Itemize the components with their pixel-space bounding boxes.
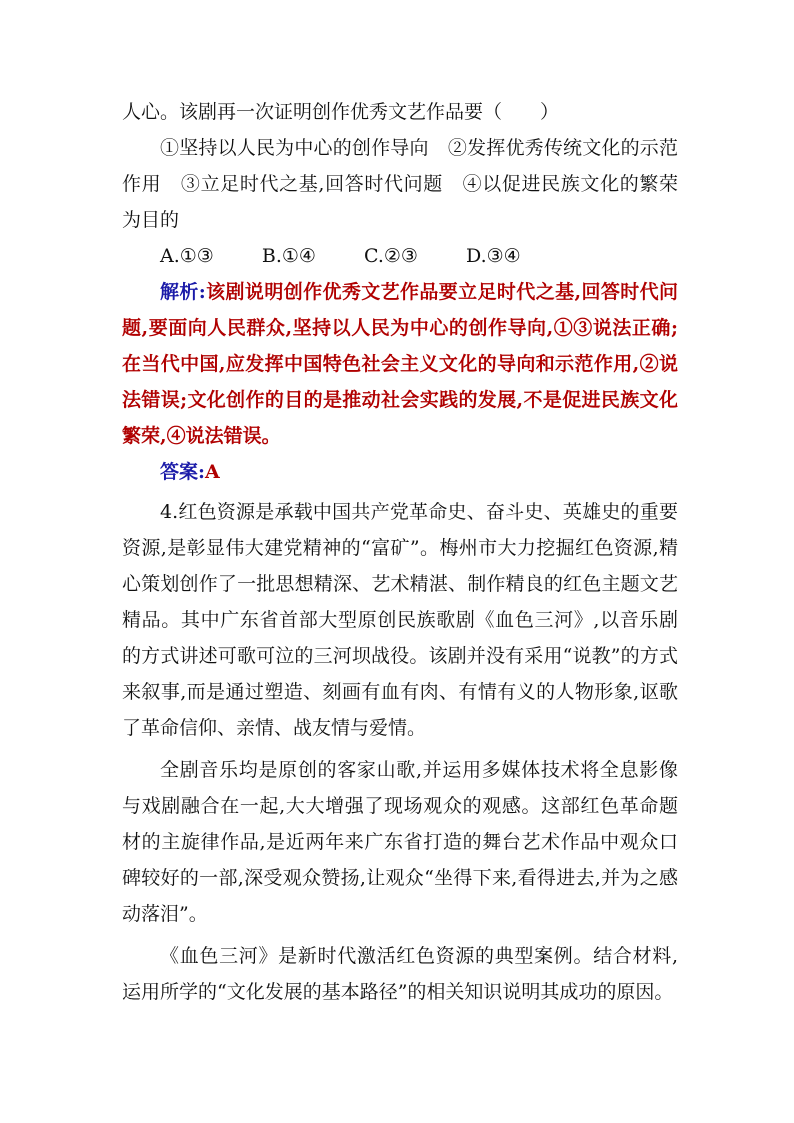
- option-a: A.①③: [160, 245, 214, 267]
- question-3-analysis: [122, 274, 678, 454]
- question-4-material-paragraph-1: 4.红色资源是承载中国共产党革命史、奋斗史、英雄史的重要资源,是彰显伟大建党精神的“富矿”。梅州市大力挖掘红色资源,精心策划创作了一批思想精深、艺术精湛、制作精良的红色主题文艺精品。其中广东省首部大型原创民族歌剧《血色三河》,以音乐剧的方式讲述可歌可泣的三河坝战役。该剧并没有采用“说教”的方式来叙事,而是通过塑造、刻画有血有肉、有情有义的人物形象,讴歌了革命信仰、亲情、战友情与爱情。: [122, 501, 678, 739]
- question-3-statements: ①坚持以人民为中心的创作导向 ②发挥优秀传统文化的示范作用 ③立足时代之基,回答时代问题 ④以促进民族文化的繁荣为目的: [122, 137, 678, 231]
- analysis-label: 解析:: [160, 281, 206, 303]
- analysis-text: 该剧说明创作优秀文艺作品要立足时代之基,回答时代问题,要面向人民群众,坚持以人民为中心的创作导向,①③说法正确;在当代中国,应发挥中国特色社会主义文化的导向和示范作用,②说法错误;文化创作的目的是推动社会实践的发展,不是促进民族文化繁荣,④说法错误。: [122, 281, 678, 447]
- document-page: [122, 94, 678, 1010]
- question-3-stem-close: ）: [540, 101, 560, 123]
- option-d: D.③④: [466, 245, 521, 267]
- option-b: B.①④: [261, 245, 316, 267]
- question-3-stem-text: 人心。该剧再一次证明创作优秀文艺作品要（: [122, 101, 503, 123]
- option-c: C.②③: [364, 245, 418, 267]
- answer-value: A: [205, 461, 220, 483]
- question-3-stem: [122, 94, 678, 130]
- question-4-material-paragraph-2: 全剧音乐均是原创的客家山歌,并运用多媒体技术将全息影像与戏剧融合在一起,大大增强了现场观众的观感。这部红色革命题材的主旋律作品,是近两年来广东省打造的舞台艺术作品中观众口碑较好的一部,深受观众赞扬,让观众“坐得下来,看得进去,并为之感动落泪”。: [122, 759, 678, 925]
- question-4-prompt: 《血色三河》是新时代激活红色资源的典型案例。结合材料,运用所学的“文化发展的基本路径”的相关知识说明其成功的原因。: [122, 945, 678, 1003]
- answer-label: 答案:: [160, 461, 206, 483]
- question-3-answer: [122, 454, 678, 490]
- question-3-options: [122, 238, 678, 274]
